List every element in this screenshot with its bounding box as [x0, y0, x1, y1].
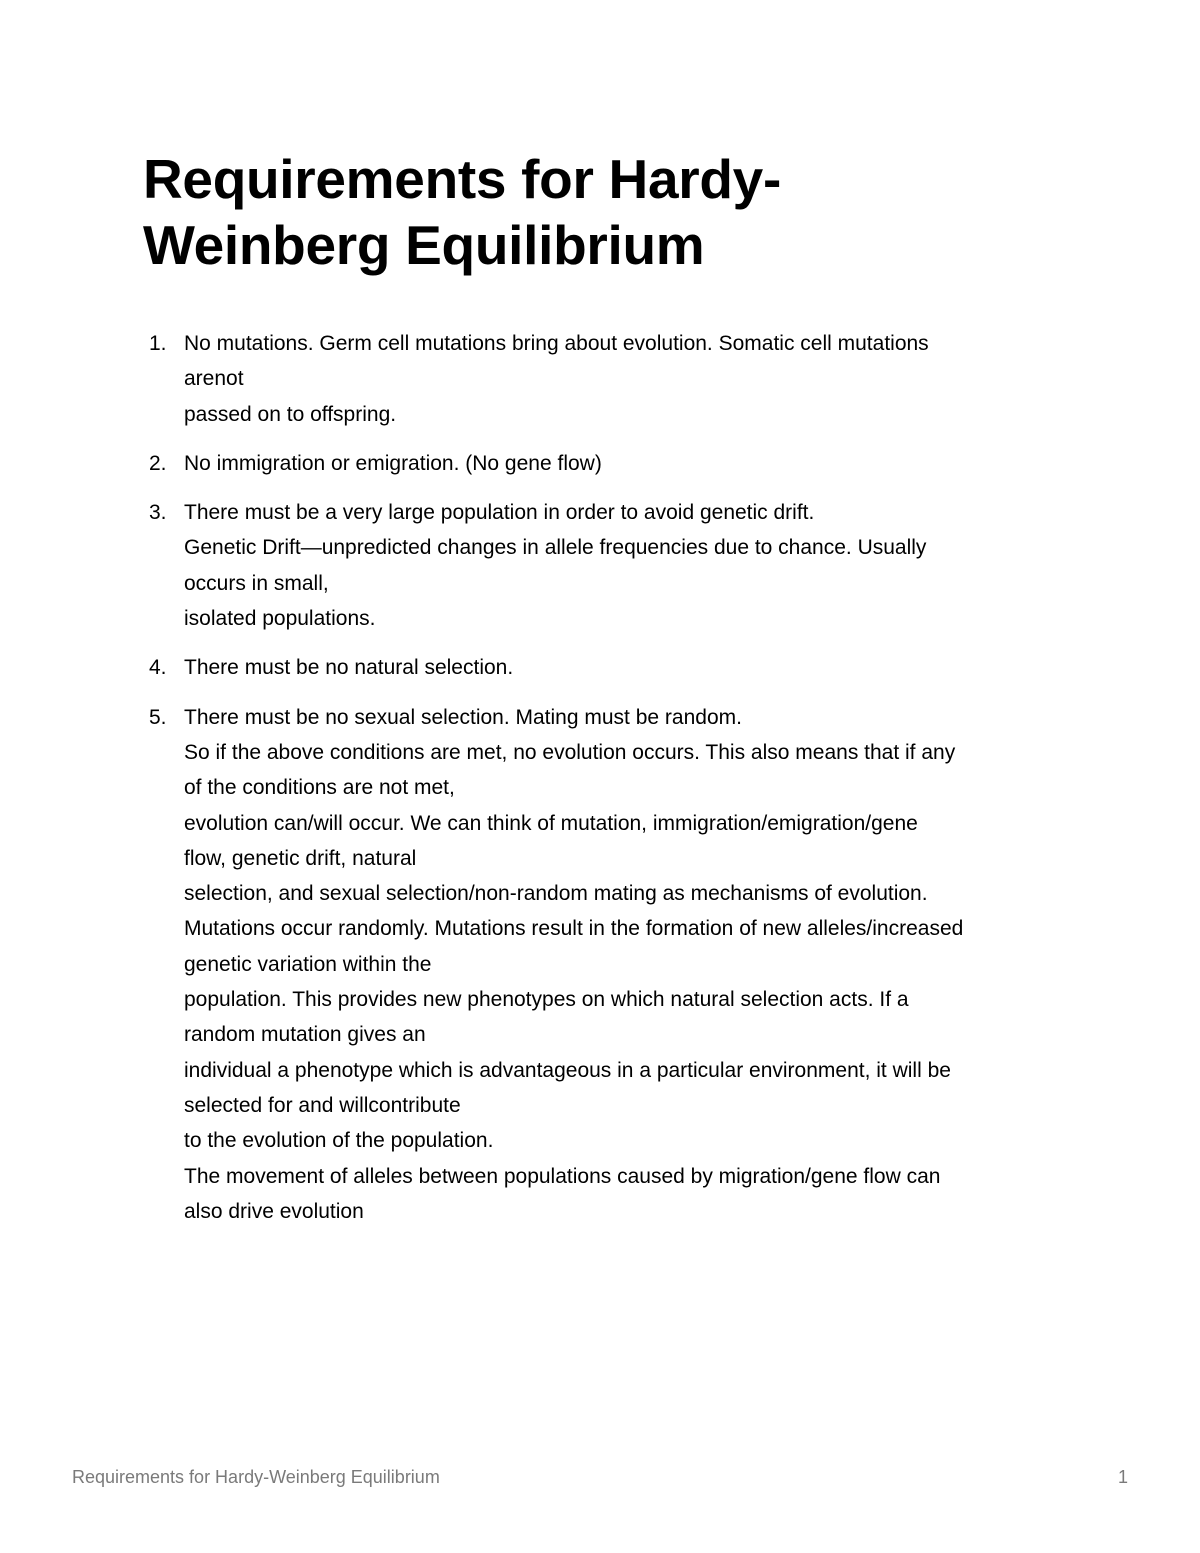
list-item [0, 650, 1200, 685]
list-item [0, 326, 1200, 432]
text-line: No immigration or emigration. (No gene flow) [184, 451, 602, 475]
text-line: isolated populations. [184, 607, 376, 631]
text-line: selection, and sexual selection/non-random mating as mechanisms of evolution. [184, 882, 928, 906]
text-line: There must be a very large population in order to avoid genetic drift. [184, 501, 815, 525]
text-line: arenot [184, 367, 244, 391]
text-line: random mutation gives an [184, 1023, 426, 1047]
text-line: population. This provides new phenotypes on which natural selection acts. If a [184, 988, 909, 1012]
text-line: genetic variation within the [184, 952, 432, 976]
text-line: selected for and willcontribute [184, 1093, 461, 1117]
text-line: to the evolution of the population. [184, 1129, 494, 1153]
list-item-text [184, 495, 1064, 636]
document-title [143, 146, 1043, 278]
list-item-number: 1. [149, 332, 167, 355]
text-line: So if the above conditions are met, no evolution occurs. This also means that if any [184, 740, 956, 764]
list-item-text [184, 700, 1064, 1229]
title-line: Requirements for Hardy- [143, 148, 781, 210]
text-line: No mutations. Germ cell mutations bring about evolution. Somatic cell mutations [184, 332, 929, 355]
list-item-text [184, 650, 1064, 685]
text-line: There must be no sexual selection. Mating must be random. [184, 705, 742, 729]
text-line: Mutations occur randomly. Mutations result in the formation of new alleles/increased [184, 917, 964, 941]
page-number: 1 [1118, 1467, 1129, 1487]
list-item-text [184, 326, 1064, 432]
list-item-number: 4. [149, 656, 167, 680]
title-line: Weinberg Equilibrium [143, 214, 705, 276]
text-line: passed on to offspring. [184, 402, 397, 426]
requirements-list [0, 326, 1200, 1243]
text-line: There must be no natural selection. [184, 656, 514, 680]
list-item-number: 2. [149, 451, 167, 475]
text-line: flow, genetic drift, natural [184, 846, 417, 870]
list-item-number: 3. [149, 501, 167, 525]
text-line: Genetic Drift—unpredicted changes in allele frequencies due to chance. Usually [184, 536, 927, 560]
list-item-text [184, 446, 1064, 481]
text-line: individual a phenotype which is advantageous in a particular environment, it will be [184, 1058, 951, 1082]
list-item [0, 700, 1200, 1229]
text-line: evolution can/will occur. We can think of mutation, immigration/emigration/gene [184, 811, 918, 835]
footer-title: Requirements for Hardy-Weinberg Equilibrium [72, 1467, 440, 1487]
list-item-number: 5. [149, 705, 167, 729]
text-line: also drive evolution [184, 1199, 364, 1223]
list-item [0, 495, 1200, 636]
text-line: The movement of alleles between populations caused by migration/gene flow can [184, 1164, 941, 1188]
list-item [0, 446, 1200, 481]
text-line: of the conditions are not met, [184, 776, 455, 800]
text-line: occurs in small, [184, 571, 329, 595]
